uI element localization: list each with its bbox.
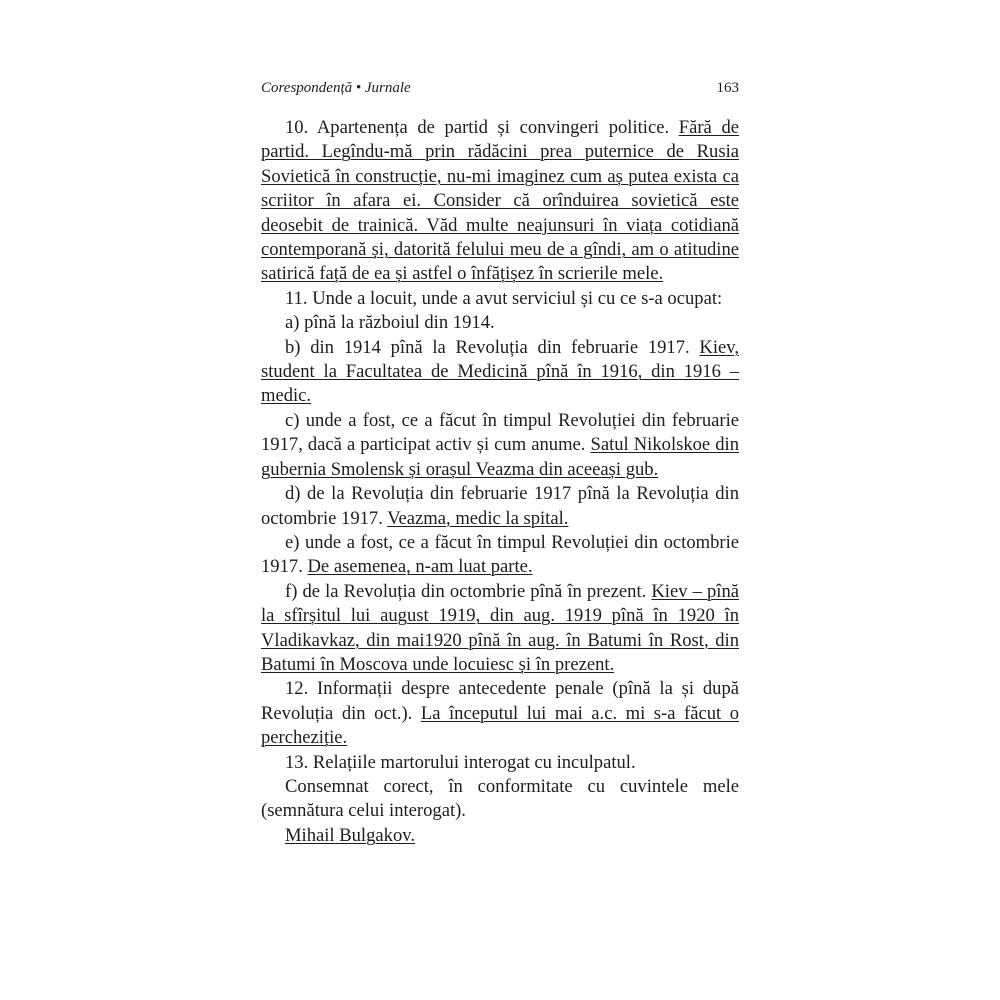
handwritten-answer: Kiev, student la Facultatea de Medicină pînă în 1916, din 1916 – medic.: [261, 336, 739, 407]
item-text: b) din 1914 pînă la Revoluția din februarie 1917.: [285, 336, 700, 358]
body-text: [261, 116, 739, 848]
paragraph-consemnat: [261, 775, 739, 824]
item-text: e) unde a fost, ce a făcut în timpul Revoluției din octombrie 1917.: [261, 531, 739, 578]
paragraph-11: [261, 287, 739, 311]
item-text: 10. Apartenența de partid și convingeri politice.: [285, 117, 679, 138]
running-header: [261, 76, 739, 100]
handwritten-answer: Satul Nikolskoe din gubernia Smolensk și orașul Veazma din aceeași gub.: [261, 434, 739, 480]
item-text: f) de la Revoluția din octombrie pînă în prezent.: [285, 580, 652, 602]
handwritten-answer: Fără de partid. Legîndu-mă prin rădăcini prea puternice de Rusia Sovietică în construcție, nu-mi imaginez cum aș putea exista ca scriitor în afara ei. Consider că orînduirea sovietică este deosebit de trainică. Văd multe neajunsuri în viața cotidiană contemporană și, datorită felului meu de a gîndi, am o atitudine satirică față de ea și astfel o înfățișez în scrierile mele.: [261, 117, 739, 285]
item-text: a) pînă la războiul din 1914.: [285, 312, 495, 334]
paragraph-11b: [261, 336, 739, 409]
paragraph-11d: [261, 482, 739, 531]
page-number: 163: [716, 80, 739, 96]
handwritten-answer: De asemenea, n-am luat parte.: [307, 556, 533, 578]
item-text: c) unde a fost, ce a făcut în timpul Revoluției din februarie 1917, dacă a participat activ și cum anume.: [261, 409, 739, 456]
signature: Mihail Bulgakov.: [285, 824, 415, 846]
paragraph-11e: [261, 531, 739, 580]
paragraph-11c: [261, 409, 739, 482]
paragraph-11a: [261, 311, 739, 335]
paragraph-12: [261, 677, 739, 750]
handwritten-answer: La începutul lui mai a.c. mi s-a făcut o percheziție.: [261, 702, 739, 749]
item-text: 12. Informații despre antecedente penale (pînă la și după Revoluția din oct.).: [261, 678, 739, 724]
signature-line: [261, 824, 739, 848]
item-text: 11. Unde a locuit, unde a avut serviciul și cu ce s-a ocupat:: [285, 287, 723, 309]
item-text: d) de la Revoluția din februarie 1917 pînă la Revoluția din octombrie 1917.: [261, 483, 739, 529]
paragraph-10: [261, 116, 739, 287]
handwritten-answer: Kiev – pînă la sfîrșitul lui august 1919, din aug. 1919 pînă în 1920 în Vladikavkaz, din mai1920 pînă în aug. în Batumi în Rost, din Batumi în Moscova unde locuiesc și în prezent.: [261, 580, 739, 675]
item-text: 13. Relațiile martorului interogat cu inculpatul.: [285, 751, 636, 773]
paragraph-13: [261, 751, 739, 775]
section-title: Corespondență • Jurnale: [261, 80, 411, 96]
paragraph-11f: [261, 580, 739, 678]
handwritten-answer: Veazma, medic la spital.: [387, 507, 569, 529]
item-text: Consemnat corect, în conformitate cu cuvintele mele (semnătura celui interogat).: [261, 775, 739, 822]
